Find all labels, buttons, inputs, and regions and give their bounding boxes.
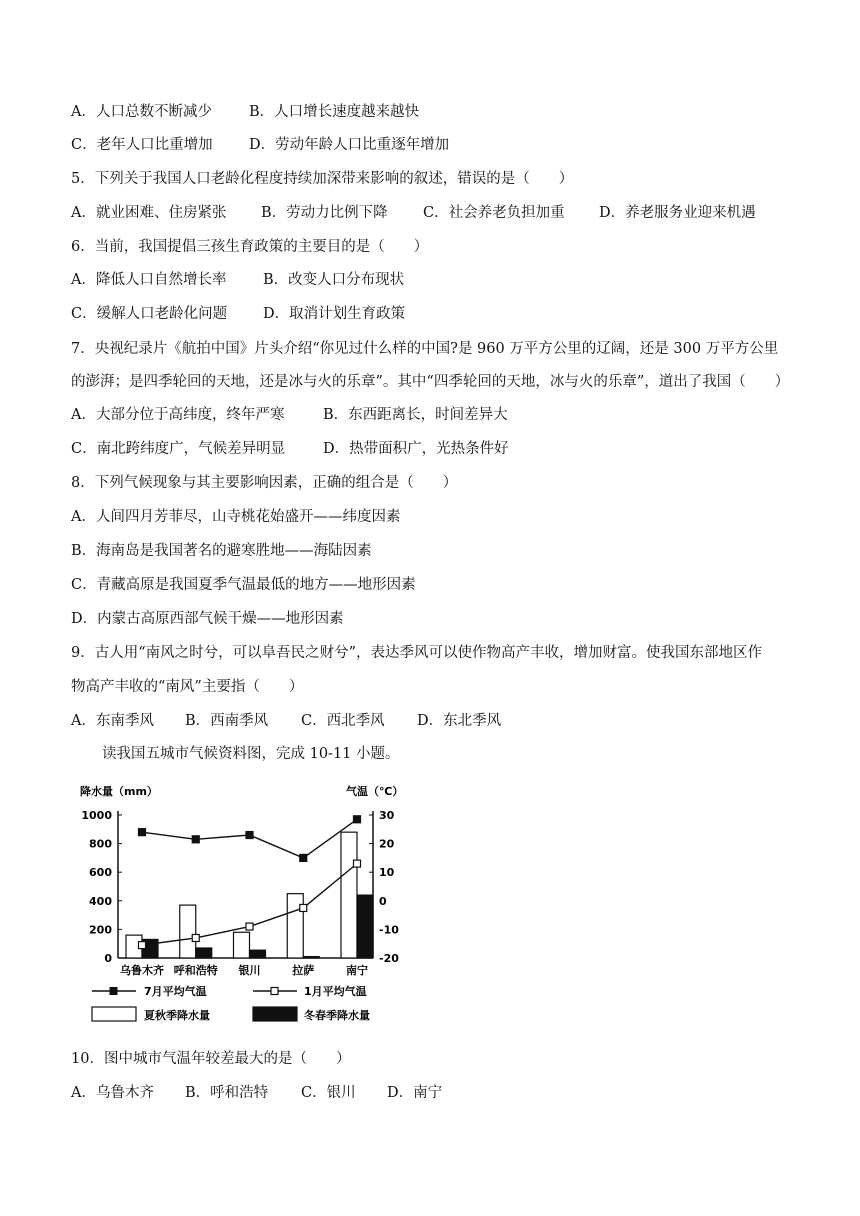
marker-july-temp (354, 816, 361, 823)
q9-option-d[interactable]: D．东北季风 (417, 713, 502, 729)
q5-option-c[interactable]: C．社会养老负担加重 (423, 205, 565, 221)
bar-summer-autumn (341, 832, 357, 958)
x-tick-label: 呼和浩特 (173, 964, 218, 977)
q9-option-a[interactable]: A．东南季风 (71, 713, 154, 729)
marker-january-temp (139, 942, 146, 949)
bar-summer-autumn (287, 894, 303, 958)
x-tick-label: 银川 (238, 964, 261, 977)
right-tick-label: 10 (379, 866, 395, 880)
q10-option-c[interactable]: C．银川 (301, 1085, 356, 1101)
bar-winter-spring (196, 948, 212, 958)
q7-options-row1 (71, 406, 508, 424)
legend-july-label: 7月平均气温 (144, 985, 207, 998)
q7-option-c[interactable]: C．南北跨纬度广，气候差异明显 (71, 441, 286, 457)
q5-options (71, 204, 756, 222)
marker-july-temp (192, 836, 199, 843)
q9-options (71, 712, 501, 730)
bar-winter-spring (357, 895, 373, 958)
q5-option-b[interactable]: B．劳动力比例下降 (261, 205, 388, 221)
right-tick-label: 30 (379, 809, 395, 822)
marker-july-temp (246, 832, 253, 839)
right-tick-label: 0 (379, 894, 387, 908)
q7-option-d[interactable]: D．热带面积广，光热条件好 (323, 441, 509, 457)
legend-july-marker (110, 988, 117, 995)
chart-lines (139, 816, 361, 949)
marker-july-temp (139, 829, 146, 836)
q6-stem: 6．当前，我国提倡三孩生育政策的主要目的是（ ） (71, 239, 429, 255)
q10-option-d[interactable]: D．南宁 (387, 1085, 443, 1101)
q6-options-row2 (71, 305, 405, 323)
q8-option-b[interactable]: B．海南岛是我国著名的避寒胜地——海陆因素 (71, 543, 372, 559)
legend-january-label: 1月平均气温 (304, 985, 367, 998)
q6-option-a[interactable]: A．降低人口自然增长率 (71, 272, 227, 288)
legend-summer-label: 夏秋季降水量 (144, 1009, 210, 1022)
legend-summer-swatch (92, 1007, 136, 1021)
climate-chart (78, 775, 438, 1030)
q5-option-a[interactable]: A．就业困难、住房紧张 (71, 205, 227, 221)
left-axis-title: 降水量（mm） (80, 785, 158, 798)
bar-winter-spring (303, 957, 319, 958)
q8-stem: 8．下列气候现象与其主要影响因素，正确的组合是（ ） (71, 475, 458, 491)
q4-option-d[interactable]: D．劳动年龄人口比重逐年增加 (249, 137, 450, 153)
right-tick-label: 20 (379, 837, 395, 851)
q4-option-a[interactable]: A．人口总数不断减少 (71, 104, 212, 120)
q7-option-a[interactable]: A．大部分位于高纬度，终年严寒 (71, 407, 285, 423)
q5-option-d[interactable]: D．养老服务业迎来机遇 (599, 205, 756, 221)
left-tick-label: 600 (89, 866, 112, 880)
x-tick-label: 南宁 (346, 964, 368, 977)
q4-options-row2 (71, 136, 449, 154)
x-tick-label: 拉萨 (292, 964, 315, 977)
q10-options (71, 1084, 442, 1102)
q7-options-row2 (71, 440, 509, 458)
marker-january-temp (300, 904, 307, 911)
q7-option-b[interactable]: B．东西距离长，时间差异大 (323, 407, 508, 423)
q9-option-b[interactable]: B．西南季风 (185, 713, 269, 729)
q6-option-b[interactable]: B．改变人口分布现状 (263, 272, 405, 288)
q10-option-a[interactable]: A．乌鲁木齐 (71, 1085, 154, 1101)
q8-option-a[interactable]: A．人间四月芳菲尽，山寺桃花始盛开——纬度因素 (71, 509, 401, 525)
chart-bars (126, 832, 373, 958)
chart-legend (92, 984, 370, 1022)
right-tick-label: -20 (379, 952, 399, 965)
q5-stem: 5．下列关于我国人口老龄化程度持续加深带来影响的叙述，错误的是（ ） (71, 171, 574, 187)
left-tick-label: 1000 (81, 809, 112, 822)
left-tick-label: 800 (89, 837, 112, 851)
marker-january-temp (192, 934, 199, 941)
q6-options-row1 (71, 271, 404, 289)
q9-stem-line2: 物高产丰收的“南风”主要指（ ） (71, 679, 304, 695)
x-tick-label: 乌鲁木齐 (120, 964, 164, 977)
q9-option-c[interactable]: C．西北季风 (301, 713, 385, 729)
q10-option-b[interactable]: B．呼和浩特 (185, 1085, 269, 1101)
bar-summer-autumn (234, 932, 250, 958)
q7-stem-line2: 的澎湃；是四季轮回的天地，还是冰与火的乐章”。其中“四季轮回的天地，冰与火的乐章”，道出了我国（ ） (71, 374, 790, 390)
bar-summer-autumn (180, 905, 196, 958)
q4-option-c[interactable]: C．老年人口比重增加 (71, 137, 213, 153)
q8-option-d[interactable]: D．内蒙古高原西部气候干燥——地形因素 (71, 611, 344, 627)
q4-option-b[interactable]: B．人口增长速度越来越快 (249, 104, 420, 120)
marker-july-temp (300, 854, 307, 861)
bar-winter-spring (250, 950, 266, 958)
legend-winter-label: 冬春季降水量 (304, 1009, 370, 1022)
q9-stem-line1: 9．古人用“南风之时兮，可以阜吾民之财兮”，表达季风可以使作物高产丰收，增加财富。使我国东部地区作 (71, 645, 763, 661)
chart-intro: 读我国五城市气候资料图，完成 10-11 小题。 (102, 746, 400, 762)
q8-option-c[interactable]: C．青藏高原是我国夏季气温最低的地方——地形因素 (71, 577, 416, 593)
left-tick-label: 400 (89, 894, 112, 908)
q10-stem: 10．图中城市气温年较差最大的是（ ） (71, 1051, 351, 1067)
right-tick-label: -10 (379, 923, 399, 937)
q6-option-c[interactable]: C．缓解人口老龄化问题 (71, 306, 228, 322)
marker-january-temp (354, 860, 361, 867)
marker-january-temp (246, 923, 253, 930)
legend-january-marker (271, 988, 278, 995)
q7-stem-line1: 7．央视纪录片《航拍中国》片头介绍“你见过什么样的中国?是 960 万平方公里的辽阔，还是 300 万平方公里 (71, 341, 779, 357)
climate-chart-svg (78, 775, 438, 1030)
left-tick-label: 200 (89, 923, 112, 937)
left-tick-label: 0 (104, 952, 112, 965)
q6-option-d[interactable]: D．取消计划生育政策 (263, 306, 406, 322)
legend-winter-swatch (253, 1007, 297, 1021)
right-axis-title: 气温（℃） (346, 785, 404, 798)
q4-options-row1 (71, 103, 419, 121)
